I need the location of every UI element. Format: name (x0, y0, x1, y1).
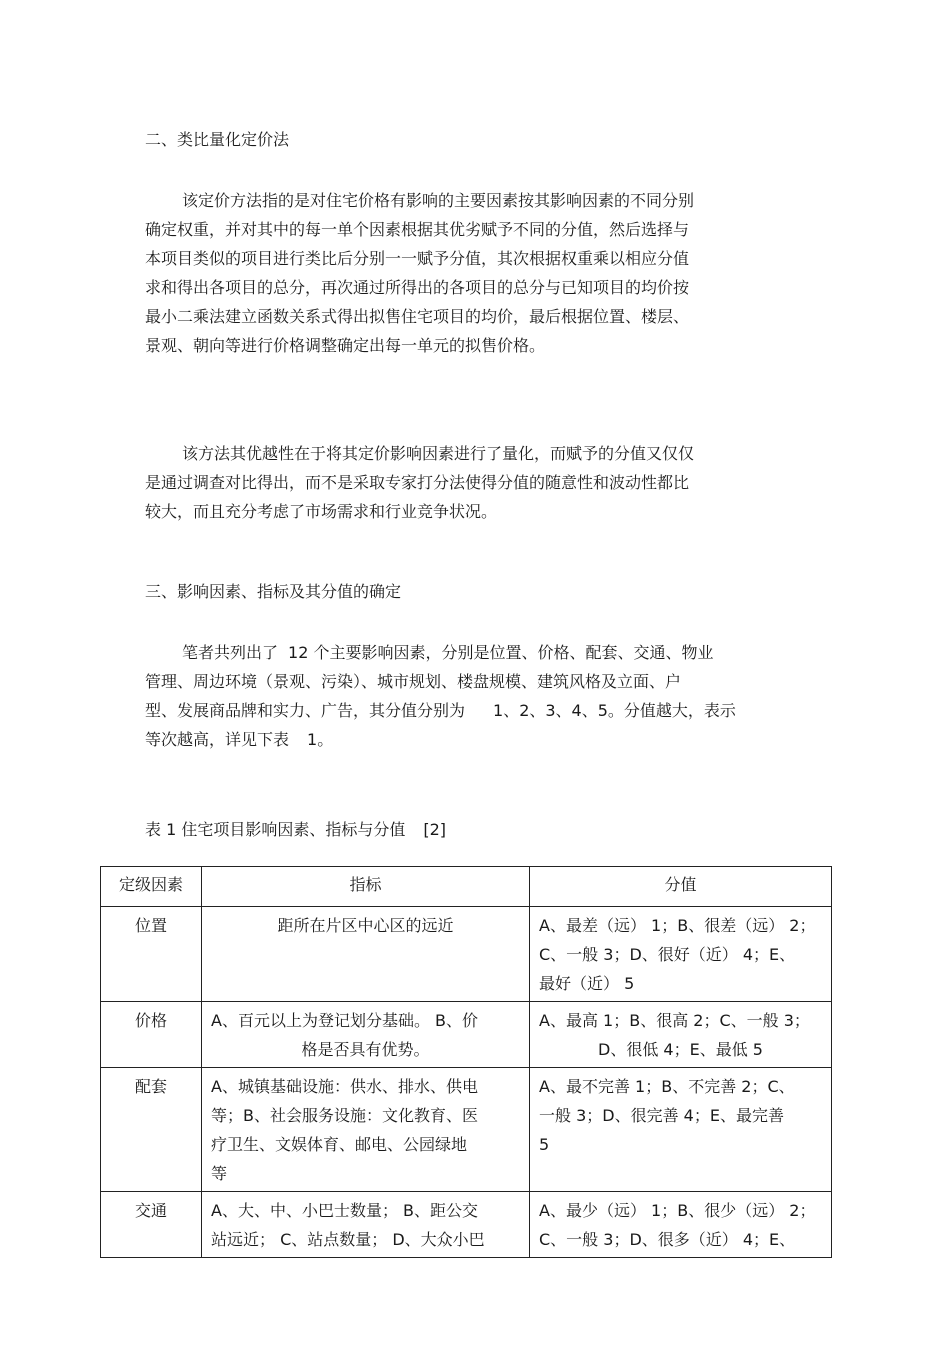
paragraph-line: 景观、朝向等进行价格调整确定出每一单元的拟售价格。 (145, 336, 546, 355)
section-2-paragraph-1 (145, 186, 845, 360)
paragraph-line (145, 696, 845, 725)
paragraph-line: 最小二乘法建立函数关系式得出拟售住宅项目的均价，最后根据位置、楼层、 (145, 307, 690, 326)
table-caption (145, 820, 446, 840)
section-2-heading: 二、类比量化定价法 (145, 130, 290, 149)
paragraph-line: 确定权重，并对其中的每一单个因素根据其优劣赋予不同的分值，然后选择与 (145, 220, 690, 239)
section-3-paragraph (145, 638, 845, 754)
table-row (101, 907, 832, 1002)
factor-cell: 价格 (101, 1002, 202, 1068)
header-factor: 定级因素 (101, 867, 202, 907)
header-indicator: 指标 (202, 867, 530, 907)
factor-table-container (100, 866, 832, 1249)
table-row (101, 1068, 832, 1192)
table-row (101, 1192, 832, 1258)
line-segment: 1。 (307, 730, 334, 749)
score-cell: A、最差（远） 1；B、很差（远） 2； C、一般 3；D、很好（近） 4；E、 最好（近） 5 (530, 907, 832, 1002)
paragraph-line: 管理、周边环境（景观、污染）、城市规划、楼盘规模、建筑风格及立面、户 (145, 672, 682, 691)
score-cell: A、最少（远） 1；B、很少（远） 2； C、一般 3；D、很多（近） 4；E、 (530, 1192, 832, 1258)
score-cell: A、最不完善 1；B、不完善 2；C、 一般 3；D、很完善 4；E、最完善 5 (530, 1068, 832, 1192)
score-cell: A、最高 1；B、很高 2；C、一般 3； D、很低 4；E、最低 5 (530, 1002, 832, 1068)
paragraph-line: 该定价方法指的是对住宅价格有影响的主要因素按其影响因素的不同分别 (182, 191, 695, 210)
indicator-cell: A、大、中、小巴士数量； B、距公交 站远近； C、站点数量； D、大众小巴 (202, 1192, 530, 1258)
line-segment: 笔者共列出了 (182, 643, 279, 662)
paragraph-line: 该方法其优越性在于将其定价影响因素进行了量化，而赋予的分值又仅仅 (182, 444, 695, 463)
indicator-cell: A、城镇基础设施：供水、排水、供电 等；B、社会服务设施：文化教育、医 疗卫生、文娱体育、邮电、公园绿地 等 (202, 1068, 530, 1192)
table-row (101, 1002, 832, 1068)
indicator-cell: A、百元以上为登记划分基础。 B、价 格是否具有优势。 (202, 1002, 530, 1068)
paragraph-line (145, 725, 845, 754)
paragraph-line: 是通过调查对比得出，而不是采取专家打分法使得分值的随意性和波动性都比 (145, 473, 690, 492)
paragraph-line: 较大，而且充分考虑了市场需求和行业竞争状况。 (145, 502, 498, 521)
line-segment: 12 个主要影响因素，分别是位置、价格、配套、交通、物业 (288, 643, 714, 662)
paragraph-line: 本项目类似的项目进行类比后分别一一赋予分值，其次根据权重乘以相应分值 (145, 249, 690, 268)
line-segment: 1、2、3、4、5。分值越大，表示 (493, 701, 736, 720)
section-3-heading: 三、影响因素、指标及其分值的确定 (145, 582, 402, 601)
line-segment: 型、发展商品牌和实力、广告，其分值分别为 (145, 701, 466, 720)
factor-cell: 交通 (101, 1192, 202, 1258)
line-segment: 等次越高，详见下表 (145, 730, 290, 749)
factor-table (100, 866, 832, 1258)
caption-reference: [2] (423, 820, 447, 839)
indicator-cell: 距所在片区中心区的远近 (202, 907, 530, 1002)
factor-cell: 配套 (101, 1068, 202, 1192)
table-header-row (101, 867, 832, 907)
factor-cell: 位置 (101, 907, 202, 1002)
paragraph-line: 求和得出各项目的总分，再次通过所得出的各项目的总分与已知项目的均价按 (145, 278, 690, 297)
caption-text: 表 1 住宅项目影响因素、指标与分值 (145, 820, 406, 839)
header-score: 分值 (530, 867, 832, 907)
paragraph-line (145, 638, 845, 667)
section-2-paragraph-2 (145, 439, 845, 526)
